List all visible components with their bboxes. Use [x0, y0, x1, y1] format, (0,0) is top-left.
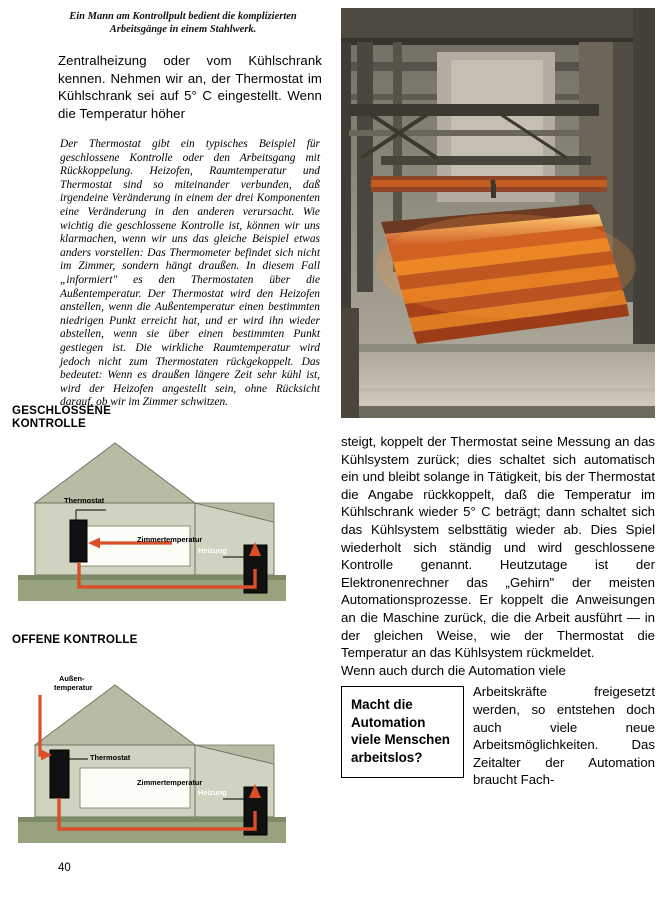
label-room-temperature-open: Zimmertemperatur	[137, 778, 203, 787]
right-body-paragraph-2	[341, 662, 655, 680]
right-body-paragraph-3: Arbeitskräfte freigesetzt werden, so entstehen doch auch viele neue Arbeitsmöglichkeiten. Das Zeitalter der Automation braucht Fach-	[473, 684, 655, 788]
photo-caption: Ein Mann am Kontrollpult bedient die komplizierten Arbeitsgänge in einem Stahlwerk.	[69, 11, 297, 35]
lead-paragraph-text: Zentralheizung oder vom Kühlschrank kennen. Nehmen wir an, der Thermostat im Kühlschrank sei auf 5° C eingestellt. Wenn die Temperatur höher	[58, 53, 322, 121]
diagram-closed-title	[12, 404, 111, 430]
diagram-closed-title-line1: GESCHLOSSENE	[12, 404, 112, 417]
label-room-temperature-closed: Zimmertemperatur	[137, 535, 203, 544]
label-heating-open: Heizung	[198, 788, 227, 797]
sidebar-italic-text: Der Thermostat gibt ein typisches Beispiel für geschlossene Kontrolle oder den Arbeitsgang mit Rückkoppelung. Heizofen, Raumtemperatur und Thermostat sind so miteinander verbunden, daß irgendeine Veränderung in einem der drei Komponenten eine Veränderung in den anderen verursacht. Wie wichtig die geschlossene Kontrolle ist, können wir uns klarmachen, wenn wir uns das gleiche Beispiel etwas anders vorstellen: Das Thermometer befindet sich nicht im Zimmer, sondern hängt draußen. In diesem Fall „informiert" es den Thermostaten über die Außentemperatur. Der Thermostat wird den Heizofen anstellen, wenn die Außentemperatur einen bestimmten niedrigen Punkt erreicht hat, und er wird ihn wieder abstellen, wenn sie über einen bestimmten Punkt gestiegen ist. Die wirkliche Raumtemperatur wird jedoch nicht zum Thermostaten rückgekoppelt. Das bedeutet: Wenn es draußen längere Zeit sehr kühl ist, wird der Heizofen angestellt sein, ohne Rücksicht darauf, ob wir im Zimmer schwitzen.	[60, 138, 320, 409]
right-column	[341, 8, 655, 789]
right-body-paragraph-1-text: steigt, koppelt der Thermostat seine Messung an das Kühlsystem zurück; dies schaltet sich automatisch ein und bleibt solange in Tätigkeit, bis der Thermostat die Angabe rückkoppelt, daß die Temperatur im Kühlschrank wieder 5° C beträgt; dann schaltet sich das Kühlsystem selbsttätig wieder ab. Dies Spiel wiederholt sich ständig und wird geschlossene Kontrolle genannt. Heutzutage ist der Elektronenrechner das „Gehirn" der meisten Automationsprozesse. Er koppelt die Anweisungen an die Maschine zurück, die die Arbeit ausführt — in der gleichen Weise, wie der Thermostat die Temperatur an das Kühlsystem rückmeldet.	[341, 434, 655, 661]
steel-mill-photo-svg	[341, 8, 655, 418]
diagram-open-title	[12, 633, 138, 646]
diagram-closed-control	[12, 430, 322, 610]
right-body-paragraph-2-text: Wenn auch durch die Automation viele	[341, 662, 566, 678]
label-outside-temperature-line2: temperatur	[54, 683, 93, 692]
label-thermostat-open: Thermostat	[90, 753, 131, 762]
diagram-closed-title-line2: KONTROLLE	[12, 417, 86, 430]
page-number: 40	[58, 862, 71, 874]
diagram-open-control	[12, 655, 322, 855]
left-column	[14, 10, 324, 410]
lead-paragraph	[14, 52, 324, 122]
diagram-closed-control-svg	[12, 430, 322, 610]
diagram-open-title-line1: OFFENE KONTROLLE	[12, 633, 138, 646]
label-outside-temperature-line1: Außen-	[59, 674, 85, 683]
label-heating-closed: Heizung	[198, 546, 227, 555]
label-thermostat-closed: Thermostat	[64, 496, 105, 505]
pull-quote: Macht die Automation viele Menschen arbeitslos?	[341, 686, 464, 778]
steel-mill-photo	[341, 8, 655, 418]
right-body-paragraph-1	[341, 433, 655, 662]
pull-quote-wrap	[341, 683, 655, 789]
